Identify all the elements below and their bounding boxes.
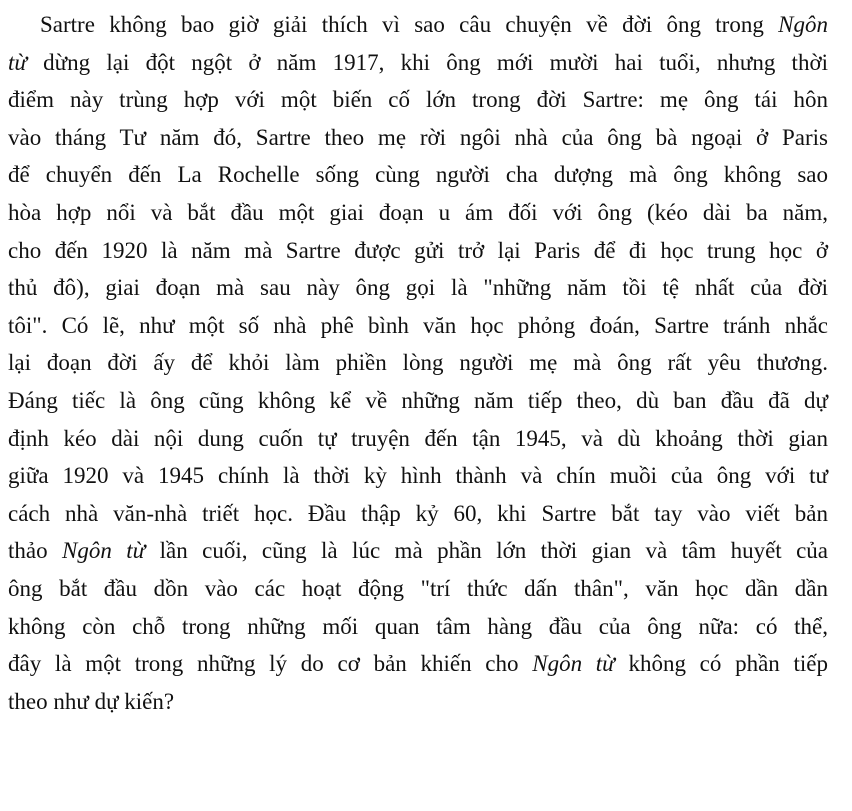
text-run: theo như dự kiến? (8, 688, 175, 714)
text-line (8, 382, 828, 420)
text-run: thủ đô), giai đoạn mà sau này ông gọi là "những năm tồi tệ nhất của đời (8, 275, 828, 301)
text-line (8, 232, 828, 270)
text-run: để chuyển đến La Rochelle sống cùng người cha dượng mà ông không sao (8, 162, 828, 188)
text-line (8, 307, 828, 345)
text-run: không có phần tiếp (614, 651, 828, 677)
text-line (8, 420, 828, 458)
text-run: cho đến 1920 là năm mà Sartre được gửi trở lại Paris để đi học trung học ở (8, 237, 828, 263)
text-line (8, 44, 828, 82)
text-line (8, 532, 828, 570)
text-line (8, 156, 828, 194)
paragraph (8, 6, 828, 720)
italic-title: từ (8, 49, 27, 75)
text-run: dừng lại đột ngột ở năm 1917, khi ông mới mười hai tuổi, nhưng thời (26, 49, 828, 75)
text-run: lần cuối, cũng là lúc mà phần lớn thời gian và tâm huyết của (145, 538, 828, 564)
text-run: Đáng tiếc là ông cũng không kể về những năm tiếp theo, dù ban đầu đã dự (8, 387, 828, 413)
text-line (8, 194, 828, 232)
text-line (8, 645, 828, 683)
text-line (8, 683, 828, 721)
text-line (8, 495, 828, 533)
text-line (8, 608, 828, 646)
text-line (8, 269, 828, 307)
text-run: thảo (8, 538, 63, 564)
text-run: cách nhà văn-nhà triết học. Đầu thập kỷ 60, khi Sartre bắt tay vào viết bản (8, 500, 828, 526)
italic-title: Ngôn từ (532, 651, 615, 677)
text-run: không còn chỗ trong những mối quan tâm hàng đầu của ông nữa: có thể, (8, 613, 828, 639)
text-run: điểm này trùng hợp với một biến cố lớn trong đời Sartre: mẹ ông tái hôn (8, 87, 828, 113)
italic-title: Ngôn từ (62, 538, 146, 564)
text-run: giữa 1920 và 1945 chính là thời kỳ hình thành và chín muồi của ông với tư (8, 463, 828, 489)
text-line (8, 81, 828, 119)
text-line (8, 6, 828, 44)
text-line (8, 344, 828, 382)
text-line (8, 119, 828, 157)
text-line (8, 457, 828, 495)
text-run: hòa hợp nổi và bắt đầu một giai đoạn u ám đối với ông (kéo dài ba năm, (8, 199, 828, 225)
text-run: đây là một trong những lý do cơ bản khiến cho (8, 651, 533, 677)
text-run: Sartre không bao giờ giải thích vì sao câu chuyện về đời ông trong (40, 12, 779, 37)
text-run: ông bắt đầu dồn vào các hoạt động "trí thức dấn thân", văn học dần dần (8, 575, 828, 601)
text-run: vào tháng Tư năm đó, Sartre theo mẹ rời ngôi nhà của ông bà ngoại ở Paris (8, 124, 828, 150)
text-run: tôi". Có lẽ, như một số nhà phê bình văn học phỏng đoán, Sartre tránh nhắc (8, 312, 828, 338)
text-run: định kéo dài nội dung cuốn tự truyện đến tận 1945, và dù khoảng thời gian (8, 425, 828, 451)
text-line (8, 570, 828, 608)
text-run: lại đoạn đời ấy để khỏi làm phiền lòng người mẹ mà ông rất yêu thương. (8, 350, 828, 376)
italic-title: Ngôn (778, 12, 828, 37)
